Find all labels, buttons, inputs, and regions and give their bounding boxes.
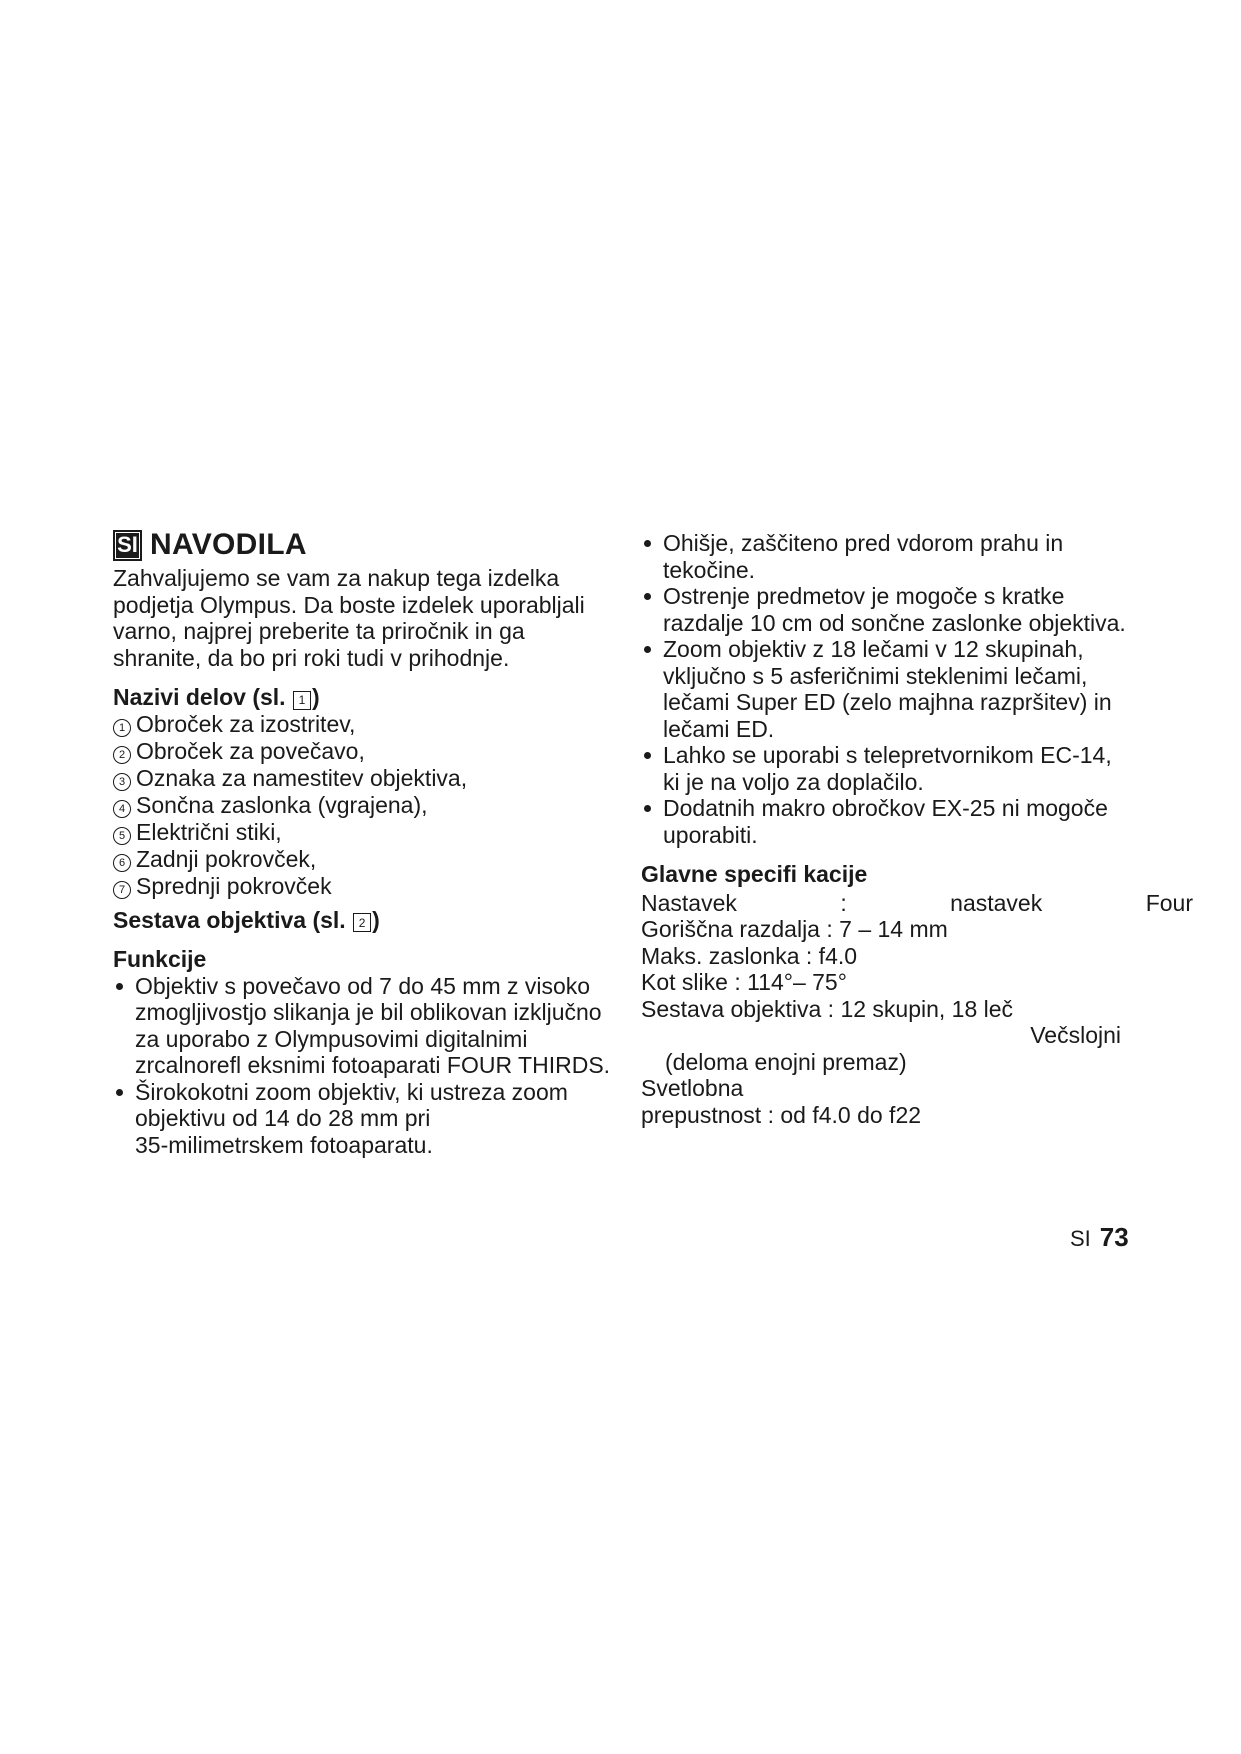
list-item <box>641 530 1231 583</box>
item-line: Ostrenje predmetov je mogoče s kratke <box>663 583 1065 609</box>
part-name: Obroček za povečavo, <box>136 737 365 764</box>
list-item <box>113 792 613 819</box>
part-name: Zadnji pokrovček, <box>136 845 317 872</box>
list-item <box>113 711 613 738</box>
specs-table <box>641 890 1231 1129</box>
list-item <box>113 819 613 846</box>
circled-number: 2 <box>113 746 131 764</box>
spec-value: nastavek <box>950 889 1043 916</box>
list-item <box>113 873 613 900</box>
item-line: Širokokotni zoom objektiv, ki ustreza zoom <box>135 1078 568 1105</box>
item-line: razdalje 10 cm od sončne zaslonke objektiva. <box>663 609 1126 636</box>
item-line: za uporabo z Olympusovimi digitalnimi <box>135 1025 528 1052</box>
list-item <box>113 765 613 792</box>
intro-line: podjetja Olympus. Da boste izdelek uporabljali <box>113 591 585 618</box>
part-name: Oznaka za namestitev objektiva, <box>136 764 468 791</box>
spec-lens-composition: Sestava objektiva : 12 skupin, 18 leč <box>641 995 1014 1022</box>
item-line: objektivu od 14 do 28 mm pri <box>135 1105 431 1131</box>
footer-language: SI <box>1070 1226 1091 1251</box>
item-line: Zoom objektiv z 18 lečami v 12 skupinah, <box>663 636 1084 662</box>
circled-number: 1 <box>113 719 131 737</box>
list-item <box>113 846 613 873</box>
specs-heading: Glavne specifi kacije <box>641 861 868 887</box>
parts-heading-text: Nazivi delov (sl. <box>113 684 286 710</box>
left-column <box>113 530 613 1158</box>
parts-heading: Nazivi delov (sl. 1 ) <box>113 684 320 710</box>
item-line: lečami Super ED (zelo majhna razpršitev) in <box>663 689 1112 715</box>
spec-coating: Večslojni <box>1030 1022 1121 1048</box>
figure-ref-icon: 1 <box>293 691 311 710</box>
item-line: Ohišje, zaščiteno pred vdorom prahu in <box>663 530 1064 556</box>
composition-heading-text: Sestava objektiva (sl. <box>113 906 346 933</box>
spec-colon: : <box>840 889 847 916</box>
list-item <box>113 973 613 1079</box>
item-line: Objektiv s povečavo od 7 do 45 mm z visoko <box>135 972 591 999</box>
list-item <box>641 795 1231 848</box>
functions-heading: Funkcije <box>113 946 207 972</box>
part-name: Sončna zaslonka (vgrajena), <box>136 791 428 818</box>
figure-ref-icon: 2 <box>353 913 371 932</box>
intro-line: Zahvaljujemo se vam za nakup tega izdelka <box>113 565 560 591</box>
spec-value: Four <box>1145 889 1193 916</box>
composition-heading: Sestava objektiva (sl. 2 ) <box>113 906 380 933</box>
circled-number: 4 <box>113 800 131 818</box>
item-line: Lahko se uporabi s telepretvornikom EC-14, <box>663 742 1112 768</box>
part-name: Električni stiki, <box>136 818 282 845</box>
right-column <box>641 530 1231 1128</box>
item-line: lečami ED. <box>663 715 775 742</box>
intro-line: varno, najprej preberite ta priročnik in ga <box>113 618 525 644</box>
part-name: Obroček za izostritev, <box>136 710 356 737</box>
section-title <box>113 530 613 561</box>
part-name: Sprednji pokrovček <box>136 872 332 899</box>
list-item <box>113 738 613 765</box>
item-line: vključno s 5 asferičnimi steklenimi lečami, <box>663 662 1088 689</box>
spec-transmission-label: Svetlobna <box>641 1075 744 1101</box>
circled-number: 7 <box>113 881 131 899</box>
circled-number: 6 <box>113 854 131 872</box>
spec-focal-length: Goriščna razdalja : 7 – 14 mm <box>641 916 948 942</box>
spec-coating-note: (deloma enojni premaz) <box>665 1048 907 1075</box>
features-list <box>641 530 1231 848</box>
page-footer <box>1070 1224 1129 1253</box>
spec-label: Nastavek <box>641 889 737 916</box>
circled-number: 3 <box>113 773 131 791</box>
spec-transmission: prepustnost : od f4.0 do f22 <box>641 1101 922 1128</box>
spec-mount <box>641 890 1193 917</box>
page-title: NAVODILA <box>150 528 307 562</box>
list-item <box>113 1079 613 1159</box>
spec-angle-of-view: Kot slike : 114°– 75° <box>641 969 847 995</box>
item-line: uporabiti. <box>663 821 758 848</box>
intro-line: shranite, da bo pri roki tudi v prihodnje. <box>113 644 510 671</box>
list-item <box>641 636 1231 742</box>
item-line: 35-milimetrskem fotoaparatu. <box>135 1131 433 1158</box>
parts-list <box>113 711 613 900</box>
circled-number: 5 <box>113 827 131 845</box>
spec-max-aperture: Maks. zaslonka : f4.0 <box>641 942 858 969</box>
page-number: 73 <box>1099 1222 1129 1252</box>
list-item <box>641 742 1231 795</box>
item-line: ki je na voljo za doplačilo. <box>663 768 924 795</box>
language-badge: SI <box>113 530 142 561</box>
intro-paragraph <box>113 565 613 671</box>
item-line: zrcalnorefl eksnimi fotoaparati FOUR THIRDS. <box>135 1052 611 1078</box>
item-line: zmogljivostjo slikanja je bil oblikovan izključno <box>135 999 602 1025</box>
item-line: Dodatnih makro obročkov EX-25 ni mogoče <box>663 795 1108 821</box>
functions-list <box>113 973 613 1159</box>
list-item <box>641 583 1231 636</box>
item-line: tekočine. <box>663 556 756 583</box>
